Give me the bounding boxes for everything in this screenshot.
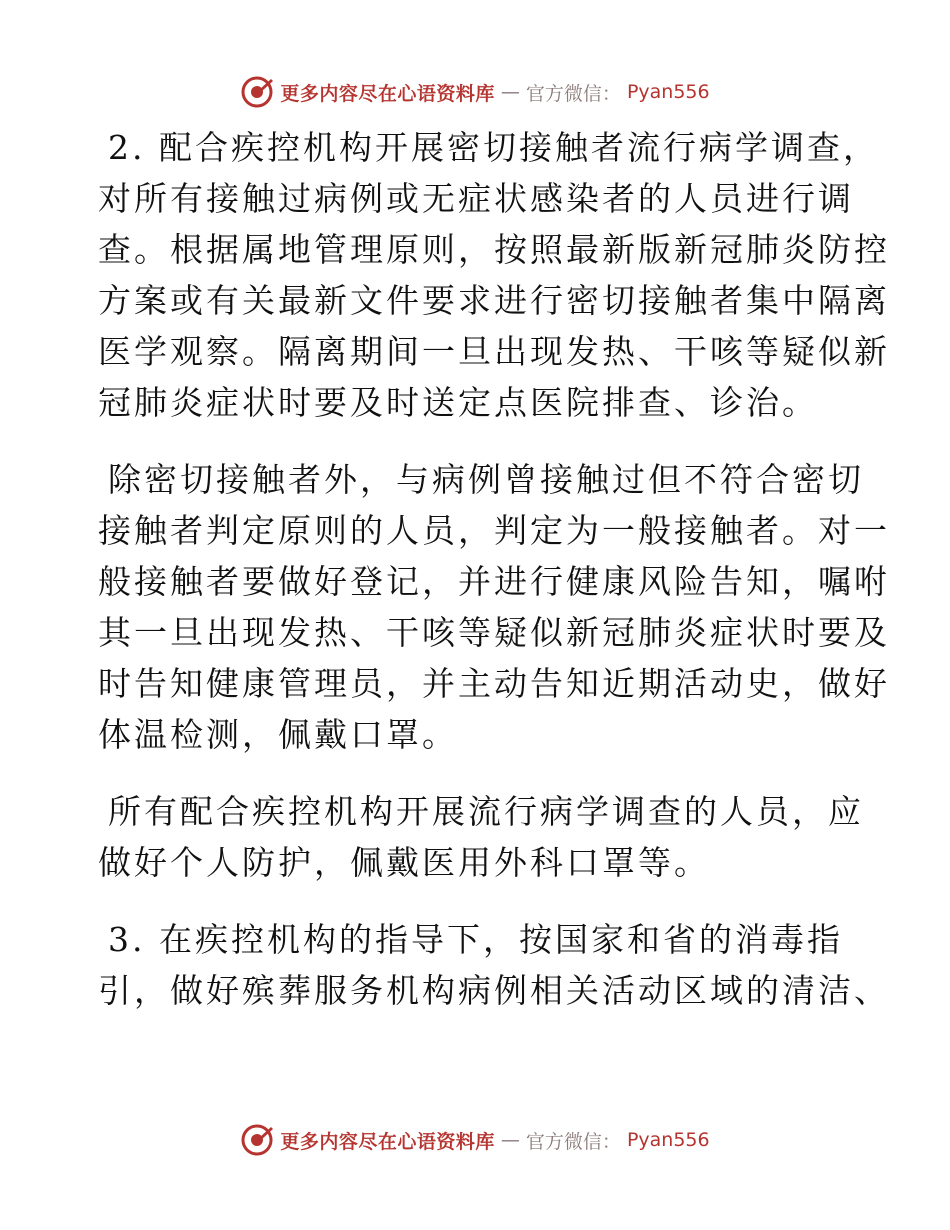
paragraph-3 bbox=[98, 786, 864, 888]
text-line: 除密切接触者外，与病例曾接触过但不符合密切 bbox=[108, 460, 864, 499]
text-line: 医学观察。隔离期间一旦出现发热、干咳等疑似新 bbox=[98, 332, 890, 371]
banner-wechat-label: 官方微信： bbox=[525, 82, 621, 105]
paragraph-4 bbox=[98, 914, 890, 1016]
text-line: 所有配合疾控机构开展流行病学调查的人员，应 bbox=[108, 792, 864, 831]
text-line: 2. 配合疾控机构开展密切接触者流行病学调查， bbox=[108, 128, 879, 167]
footer-wechat-id: Pyan556 bbox=[626, 1129, 710, 1151]
footer-brand-text: 更多内容尽在心语资料库 bbox=[280, 1130, 495, 1153]
paragraph-1 bbox=[98, 122, 890, 428]
footer-separator: — bbox=[500, 1129, 520, 1151]
text-line: 接触者判定原则的人员，判定为一般接触者。对一 bbox=[98, 511, 890, 550]
text-line: 时告知健康管理员，并主动告知近期活动史，做好 bbox=[98, 664, 890, 703]
banner-separator: — bbox=[500, 81, 520, 103]
text-line: 3. 在疾控机构的指导下，按国家和省的消毒指 bbox=[108, 920, 843, 959]
text-line: 查。根据属地管理原则，按照最新版新冠肺炎防控 bbox=[98, 230, 890, 269]
brand-logo-icon bbox=[240, 75, 274, 109]
text-line: 体温检测，佩戴口罩。 bbox=[98, 715, 458, 754]
footer-wechat-label: 官方微信： bbox=[525, 1130, 621, 1153]
document-body bbox=[98, 122, 890, 1042]
text-line: 其一旦出现发热、干咳等疑似新冠肺炎症状时要及 bbox=[98, 613, 890, 652]
paragraph-2 bbox=[98, 454, 890, 760]
text-line: 做好个人防护，佩戴医用外科口罩等。 bbox=[98, 843, 710, 882]
text-line: 般接触者要做好登记，并进行健康风险告知，嘱咐 bbox=[98, 562, 890, 601]
text-line: 冠肺炎症状时要及时送定点医院排查、诊治。 bbox=[98, 383, 818, 422]
banner-brand-text: 更多内容尽在心语资料库 bbox=[280, 82, 495, 105]
brand-logo-icon bbox=[240, 1123, 274, 1157]
text-line: 对所有接触过病例或无症状感染者的人员进行调 bbox=[98, 179, 854, 218]
footer-banner bbox=[0, 1120, 950, 1160]
banner-wechat-id: Pyan556 bbox=[626, 81, 710, 103]
header-banner bbox=[0, 72, 950, 112]
text-line: 方案或有关最新文件要求进行密切接触者集中隔离 bbox=[98, 281, 890, 320]
text-line: 引，做好殡葬服务机构病例相关活动区域的清洁、 bbox=[98, 971, 890, 1010]
